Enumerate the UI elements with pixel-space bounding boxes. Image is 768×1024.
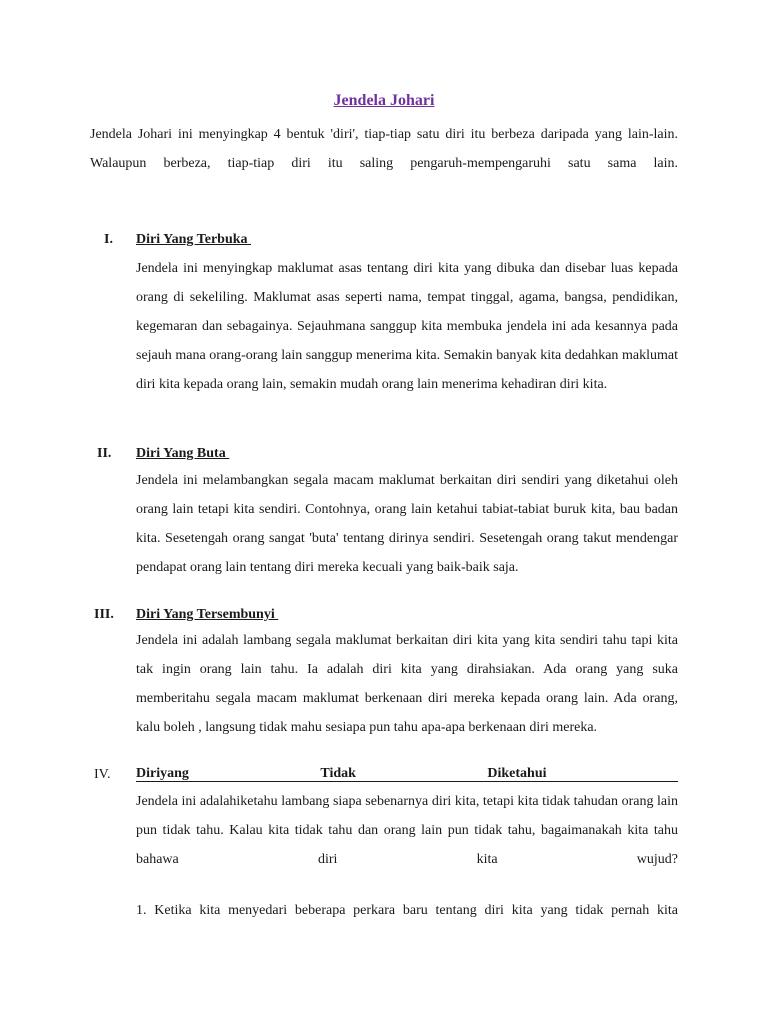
list-item-1: 1. Ketika kita menyedari beberapa perkara baru tentang diri kita yang tidak pernah kita: [136, 903, 678, 918]
section-3-heading: Diri Yang Tersembunyi: [136, 607, 279, 622]
section-4-body: Jendela ini adalahiketahu lambang siapa sebenarnya diri kita, tetapi kita tidak tahudan orang lain pun tidak tahu. Kalau kita tidak tahu dan orang lain pun tidak tahu, bagaimanakah kita tahu bahawa diri kita wujud?: [136, 794, 678, 867]
section-4-numeral: IV.: [94, 767, 111, 782]
section-3-numeral: III.: [94, 607, 114, 622]
section-4-heading-word-3: Diketahui: [487, 766, 547, 781]
section-2-body: Jendela ini melambangkan segala macam maklumat berkaitan diri sendiri yang diketahui oleh orang lain tetapi kita sendiri. Contohnya, orang lain ketahui tabiat-tabiat buruk kita, bau badan kita. Sesetengah orang sangat 'buta' tentang dirinya sendiri. Sesetengah orang takut mendengar pendapat orang lain tentang diri mereka kecuali yang baik-baik saja.: [136, 473, 678, 575]
section-4-heading-word-1: Diriyang: [136, 766, 189, 781]
section-2-numeral: II.: [97, 446, 112, 461]
section-1-body: Jendela ini menyingkap maklumat asas tentang diri kita yang dibuka dan disebar luas kepada orang di sekeliling. Maklumat asas seperti nama, tempat tinggal, agama, bangsa, pendidikan, kegemaran dan sebagainya. Sejauhmana sanggup kita membuka jendela ini ada kesannya pada sejauh mana orang-orang lain sanggup menerima kita. Semakin banyak kita dedahkan maklumat diri kita kepada orang lain, semakin mudah orang lain menerima kehadiran diri kita.: [136, 261, 678, 392]
intro-paragraph: Jendela Johari ini menyingkap 4 bentuk 'diri', tiap-tiap satu diri itu berbeza daripada yang lain-lain. Walaupun berbeza, tiap-tiap diri itu saling pengaruh-mempengaruhi satu sama lain.: [90, 127, 678, 171]
section-4-heading-word-2: Tidak: [320, 766, 356, 781]
section-4-heading: [136, 767, 678, 782]
section-1-numeral: I.: [104, 232, 113, 247]
section-1-heading: Diri Yang Terbuka: [136, 232, 252, 247]
document-title: Jendela Johari: [333, 92, 435, 109]
section-2-heading: Diri Yang Buta: [136, 446, 230, 461]
section-3-body: Jendela ini adalah lambang segala maklumat berkaitan diri kita yang kita sendiri tahu tapi kita tak ingin orang lain tahu. Ia adalah diri kita yang dirahsiakan. Ada orang yang suka memberitahu segala macam maklumat berkenaan diri mereka kepada orang lain. Ada orang, kalu boleh , langsung tidak mahu sesiapa pun tahu apa-apa berkenaan diri mereka.: [136, 633, 678, 735]
